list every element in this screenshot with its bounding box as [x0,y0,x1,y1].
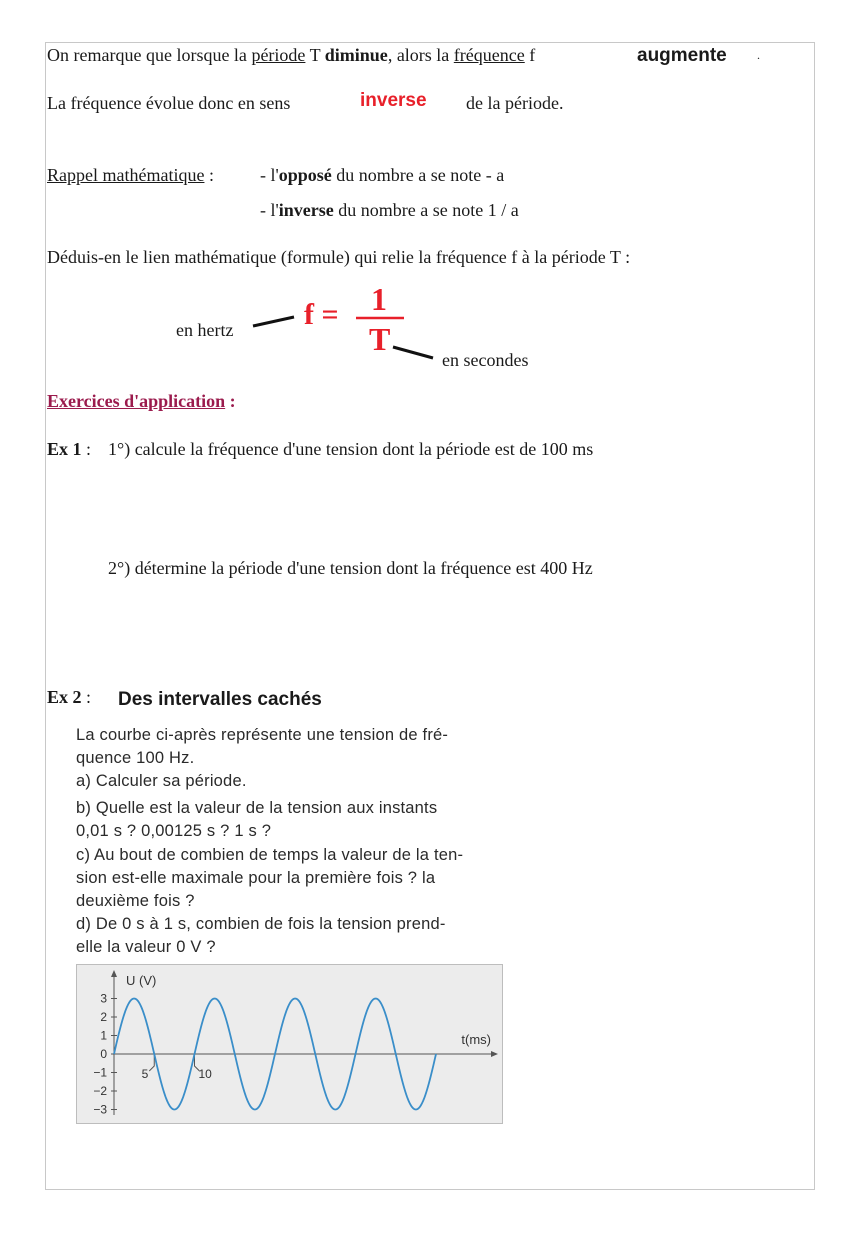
y-axis-arrow [111,970,117,977]
formula-numerator: 1 [371,281,387,317]
line-sens: La fréquence évolue donc en sens [47,93,291,113]
ex2-line: c) Au bout de combien de temps la valeur de la ten- [76,846,464,864]
y-tick-label: −2 [93,1084,107,1098]
ex1-label [47,438,91,460]
ex2-line: elle la valeur 0 V ? [76,938,216,956]
answer-augmente: augmente [637,45,727,66]
y-tick-label: 3 [100,991,107,1006]
y-tick-label: −3 [93,1102,107,1117]
x-tick-label: 10 [198,1067,212,1081]
exercices-heading [47,390,236,412]
y-tick-label: −1 [93,1065,107,1080]
rappel-label [47,164,214,186]
text: du nombre a se note - a [331,165,505,185]
ex1-question-1: 1°) calcule la fréquence d'une tension dont la période est de 100 ms [108,439,594,459]
text: On remarque que lorsque la [47,45,252,65]
formula-denominator: T [369,321,391,357]
ex2-line: La courbe ci-après représente une tension de fré- [76,726,449,744]
text: : [81,439,92,459]
x-axis-arrow [491,1051,498,1057]
leader-right [393,347,433,358]
x-tick-label: 5 [141,1067,149,1081]
formula-leaders [250,280,450,370]
text: , alors la [387,45,454,65]
text: : [225,391,236,411]
y-tick-label: 1 [100,1028,107,1043]
ex2-line: sion est-elle maximale pour la première fois ? la [76,869,436,887]
ex2-line: quence 100 Hz. [76,749,195,767]
text: Exercices d'application [47,391,226,411]
ex2-line: 0,01 s ? 0,00125 s ? 1 s ? [76,822,272,840]
formula-label-secondes: en secondes [442,350,529,370]
line-periode-frequence [47,44,535,66]
text: Ex 1 [47,439,82,459]
y-tick-label: 0 [100,1047,107,1061]
text: du nombre a se note 1 / a [333,200,519,220]
x-tick-callout [149,1054,154,1071]
word-diminue: diminue [324,45,388,65]
sine-graph [76,964,503,1124]
ex2-title: Des intervalles cachés [118,689,322,710]
rappel-item-inverse [260,199,519,221]
sine-graph-svg [77,965,502,1123]
ex2-line: a) Calculer sa période. [76,772,247,790]
ex1-question-2: 2°) détermine la période d'une tension dont la fréquence est 400 Hz [108,558,593,578]
word-frequence: fréquence [453,45,525,65]
y-axis-label: U (V) [126,973,157,988]
text: - l' [260,200,279,220]
deduis-instruction: Déduis-en le lien mathématique (formule) qui relie la fréquence f à la période T : [47,247,631,267]
text: : [81,687,92,707]
word-periode: période [251,45,306,65]
text: - l' [260,165,279,185]
text: f [524,45,536,65]
word-inverse: inverse [278,200,334,220]
ex2-line: d) De 0 s à 1 s, combien de fois la tension prend- [76,915,446,933]
trailing-dot: . [757,48,760,62]
ex2-line: deuxième fois ? [76,892,195,910]
x-axis-label: t(ms) [461,1032,491,1047]
ex2-line: b) Quelle est la valeur de la tension aux instants [76,799,438,817]
rappel-item-oppose [260,164,504,186]
word-oppose: opposé [278,165,332,185]
answer-inverse: inverse [360,90,427,111]
formula-label-hertz: en hertz [176,320,234,340]
line-sens-suffix: de la période. [466,93,564,113]
text: : [204,165,214,185]
text: Ex 2 [47,687,82,707]
text: Rappel mathématique [47,165,205,185]
y-tick-label: 2 [100,1010,107,1024]
text: T [305,45,325,65]
leader-left [253,317,294,326]
formula-lhs: f = [304,298,339,331]
